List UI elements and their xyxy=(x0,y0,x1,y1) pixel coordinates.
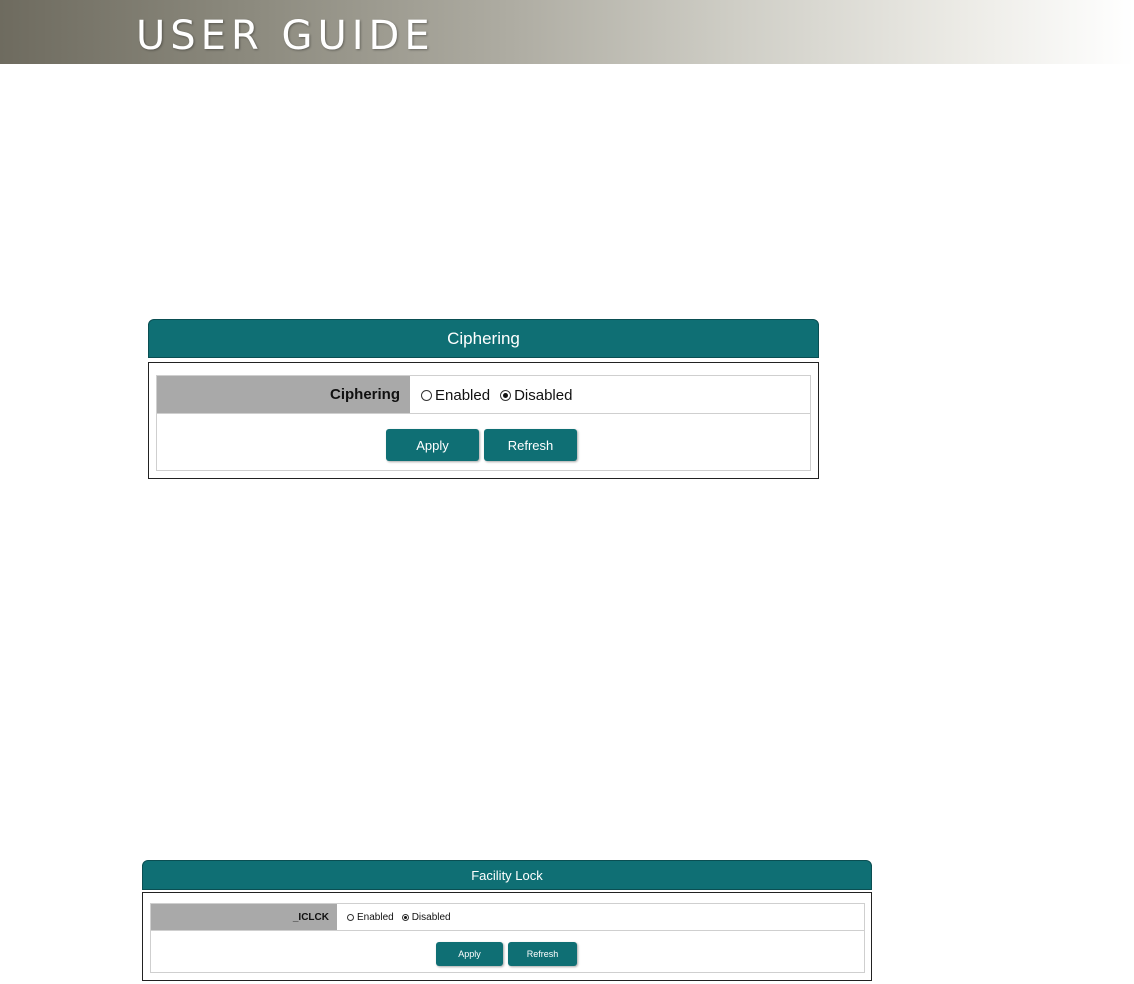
ciphering-apply-button[interactable]: Apply xyxy=(386,429,479,461)
facility-lock-radio-group xyxy=(347,904,451,931)
facility-lock-form xyxy=(150,903,865,973)
facility-lock-panel-header: Facility Lock xyxy=(142,860,872,890)
row-divider xyxy=(151,930,864,931)
ciphering-enabled-label[interactable]: Enabled xyxy=(435,386,491,404)
facility-lock-enabled-radio[interactable] xyxy=(347,914,354,921)
ciphering-form xyxy=(156,375,811,471)
banner-title: USER GUIDE xyxy=(136,13,435,59)
ciphering-panel-header: Ciphering xyxy=(148,319,819,358)
ciphering-enabled-radio[interactable] xyxy=(421,390,432,401)
facility-lock-field-label: _ICLCK xyxy=(151,904,337,931)
ciphering-field-label: Ciphering xyxy=(157,376,410,414)
facility-lock-refresh-button[interactable]: Refresh xyxy=(508,942,577,966)
facility-lock-disabled-radio[interactable] xyxy=(402,914,409,921)
ciphering-disabled-radio[interactable] xyxy=(500,390,511,401)
user-guide-banner xyxy=(0,0,1134,64)
row-divider xyxy=(157,413,810,414)
facility-lock-panel-body xyxy=(142,892,872,981)
facility-lock-disabled-label[interactable]: Disabled xyxy=(411,912,451,923)
ciphering-disabled-label[interactable]: Disabled xyxy=(514,386,573,404)
ciphering-panel-body xyxy=(148,362,819,479)
facility-lock-apply-button[interactable]: Apply xyxy=(436,942,503,966)
ciphering-refresh-button[interactable]: Refresh xyxy=(484,429,577,461)
ciphering-radio-group xyxy=(421,376,572,414)
facility-lock-enabled-label[interactable]: Enabled xyxy=(357,912,394,923)
